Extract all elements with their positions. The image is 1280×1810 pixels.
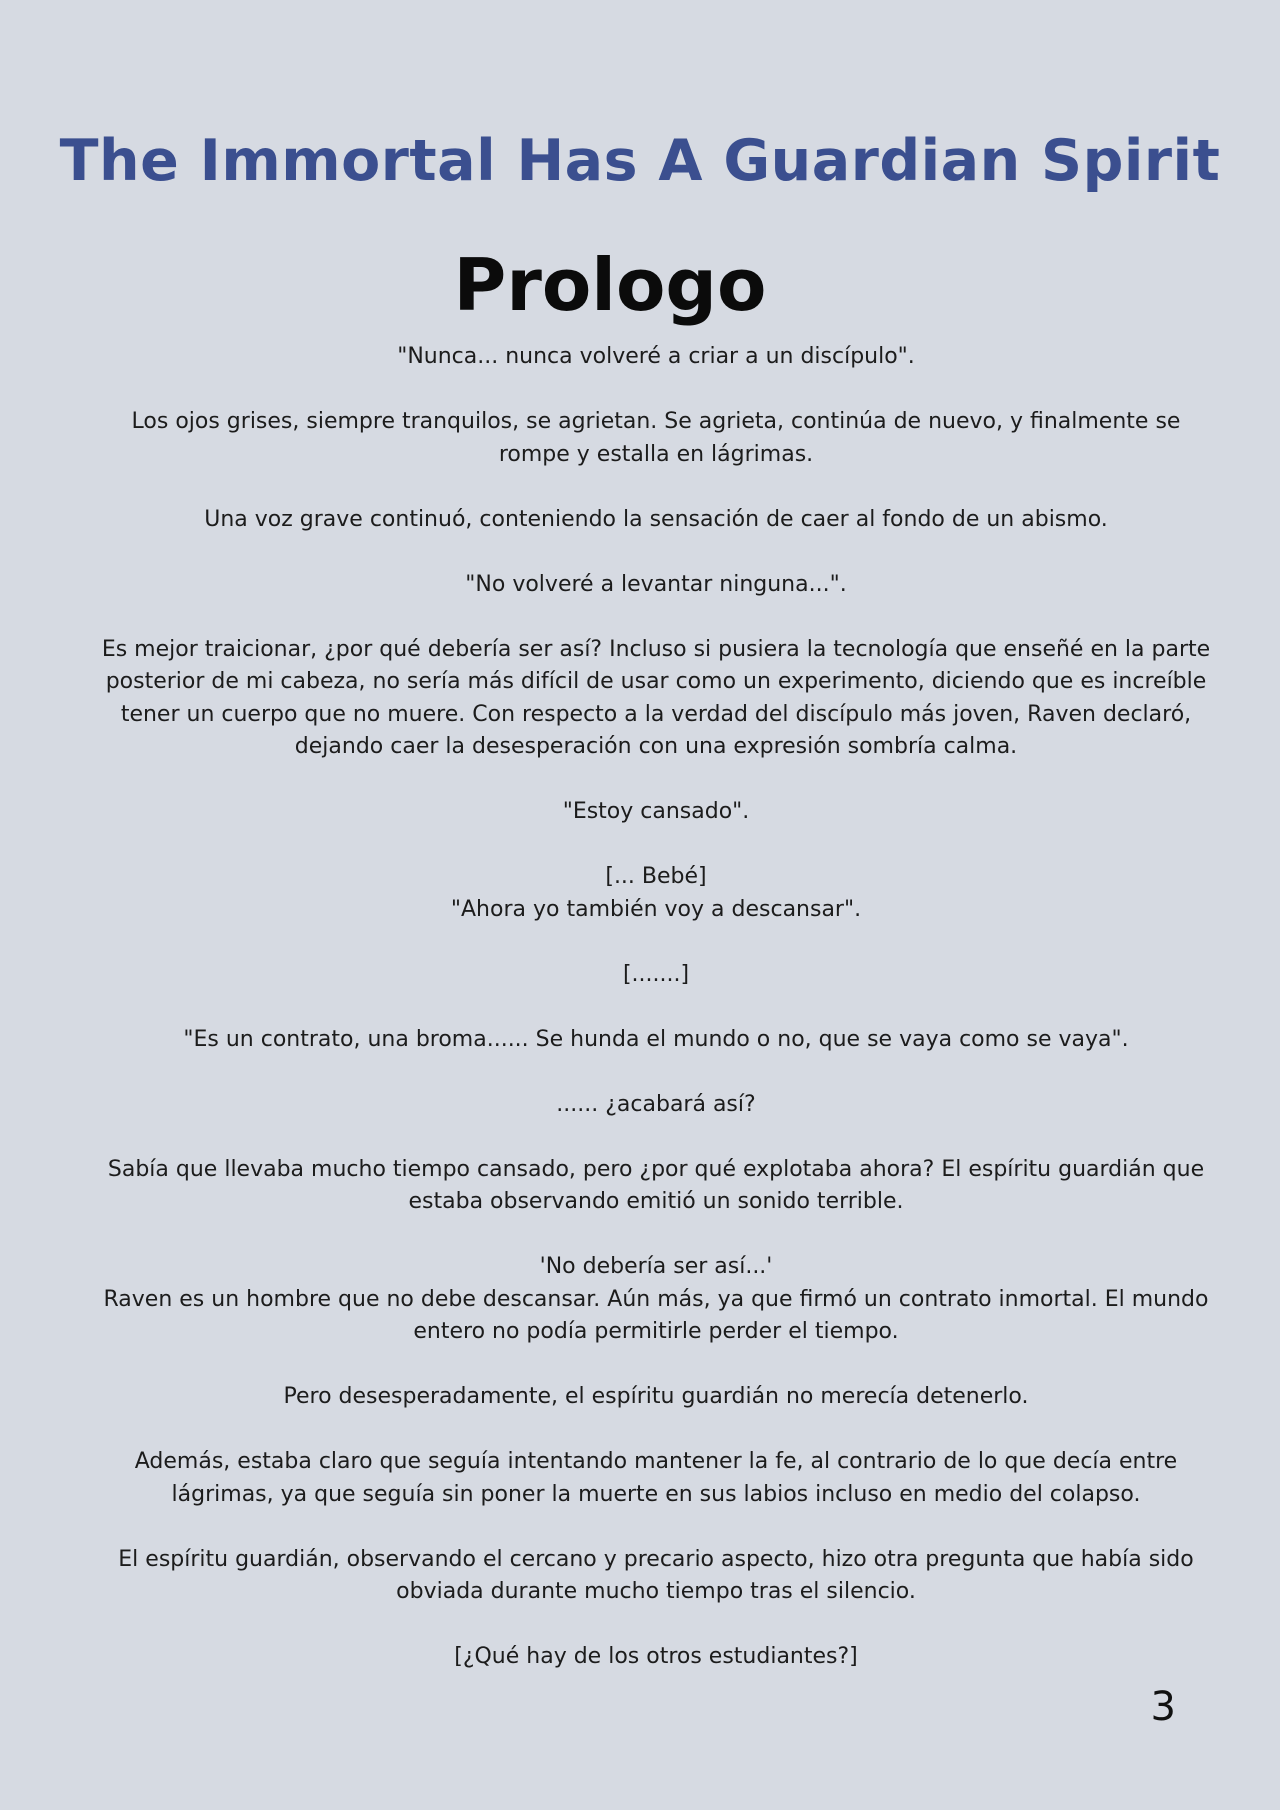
- paragraph: 'No debería ser así...': [539, 1254, 773, 1279]
- paragraph: Sabía que llevaba mucho tiempo cansado, pero ¿por qué explotaba ahora? El espíritu guardián que estaba observando emitió un sonido terrible.: [107, 1156, 1205, 1214]
- paragraph: Es mejor traicionar, ¿por qué debería ser así? Incluso si pusiera la tecnología que enseñé en la parte posterior de mi cabeza, no sería más difícil de usar como un experimento, diciendo que es increíble tener un cuerpo que no muere. Con respecto a la verdad del discípulo más joven, Raven declaró, dejando caer la desesperación con una expresión sombría calma.: [101, 636, 1211, 759]
- paragraph: Una voz grave continuó, conteniendo la sensación de caer al fondo de un abismo.: [204, 506, 1108, 532]
- paragraph: [¿Qué hay de los otros estudiantes?]: [454, 1644, 858, 1669]
- paragraph: "Estoy cansado".: [562, 799, 750, 824]
- body-text: [100, 341, 1212, 1706]
- paragraph: Además, estaba claro que seguía intentando mantener la fe, al contrario de lo que decía entre lágrimas, ya que seguía sin poner la muerte en sus labios incluso en medio del colapso.: [134, 1449, 1178, 1507]
- paragraph: "Ahora yo también voy a descansar".: [450, 896, 862, 922]
- paragraph: Los ojos grises, siempre tranquilos, se agrietan. Se agrieta, continúa de nuevo, y finalmente se rompe y estalla en lágrimas.: [131, 409, 1181, 467]
- paragraph: [... Bebé]: [605, 864, 707, 889]
- paragraph: El espíritu guardián, observando el cercano y precario aspecto, hizo otra pregunta que había sido obviada durante mucho tiempo tras el silencio.: [118, 1546, 1194, 1604]
- chapter-title: Prologo: [453, 243, 767, 327]
- paragraph: [.......]: [622, 961, 690, 987]
- paragraph: "Es un contrato, una broma...... Se hunda el mundo o no, que se vaya como se vaya".: [183, 1026, 1129, 1052]
- paragraph: "Nunca... nunca volveré a criar a un discípulo".: [397, 344, 915, 369]
- paragraph: Pero desesperadamente, el espíritu guardián no merecía detenerlo.: [283, 1384, 1029, 1409]
- page-number: 3: [1150, 1684, 1176, 1730]
- paragraph: "No volveré a levantar ninguna...".: [465, 571, 847, 597]
- paragraph: Raven es un hombre que no debe descansar. Aún más, ya que firmó un contrato inmortal. El mundo entero no podía permitirle perder el tiempo.: [103, 1286, 1209, 1344]
- paragraph: ...... ¿acabará así?: [556, 1091, 756, 1117]
- book-title: The Immortal Has A Guardian Spirit: [59, 128, 1221, 194]
